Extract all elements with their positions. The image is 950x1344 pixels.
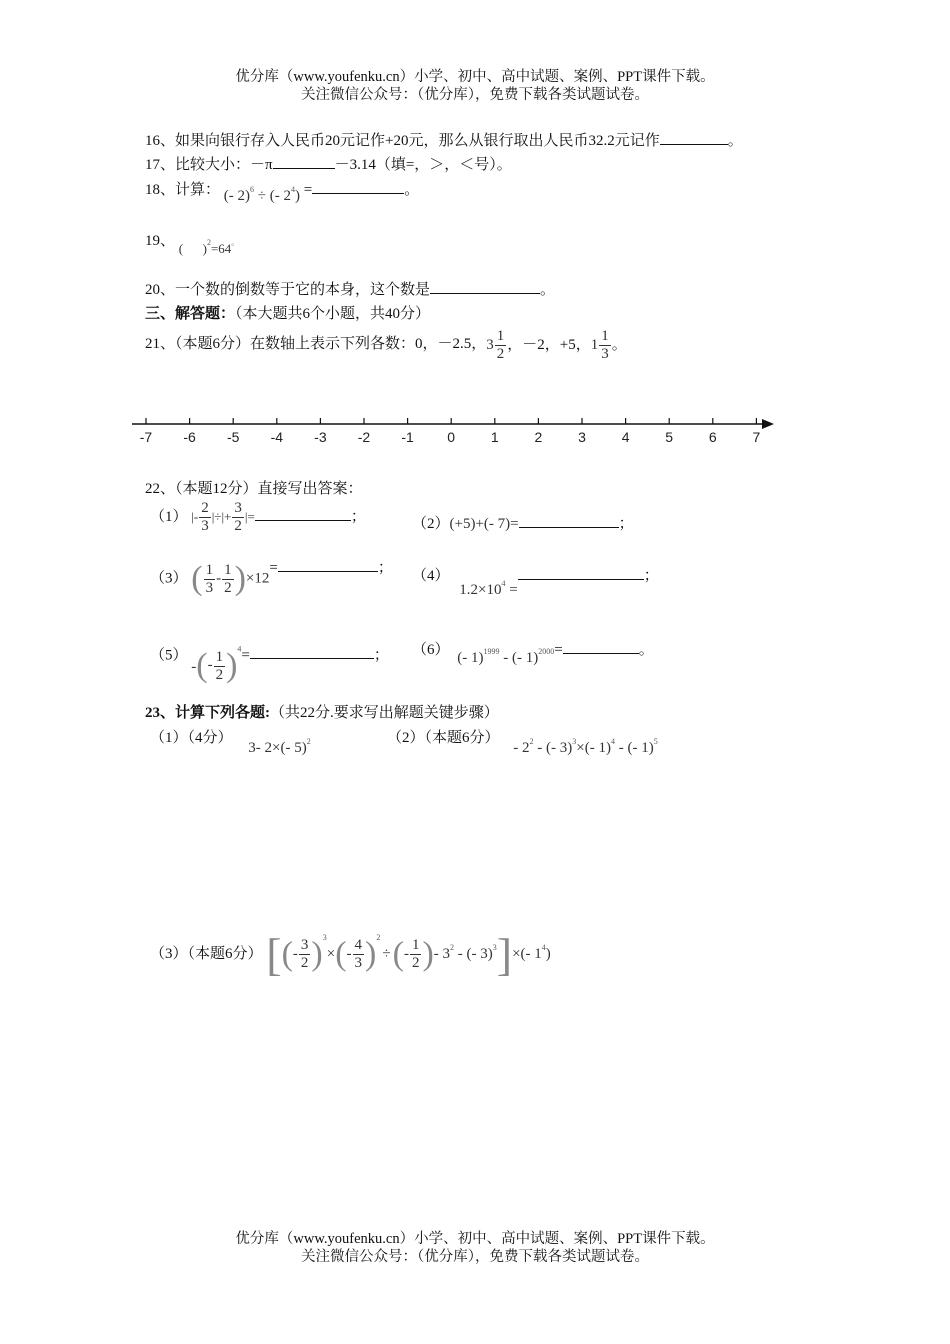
question-23-part-3: （3）（本题6分） [(- $\frac{3}{2}$ )$^3$×(- $\frac{4}{3}$ )$^2$÷(- $\frac{1}{2}$ )- $3^2$ - (- 3)$^3$]×(- $1^4$) xyxy=(150,929,551,980)
fraction xyxy=(204,562,216,597)
fraction xyxy=(495,328,507,363)
question-23-part-1-expression xyxy=(248,737,311,756)
exponent: 4 xyxy=(291,185,295,194)
number-line-tick-label: -1 xyxy=(401,429,414,445)
equals-sign: = xyxy=(269,560,278,577)
left-paren: ( xyxy=(335,935,347,973)
numerator: 1 xyxy=(411,937,420,953)
question-19-expression xyxy=(178,238,240,256)
exponent: 2 xyxy=(306,737,311,746)
question-17-prefix: 17、比较大小：－π xyxy=(145,157,273,173)
equals-sign: = xyxy=(509,582,518,598)
question-21-text: 21、（本题6分）在数轴上表示下列各数：0，－2.5， xyxy=(145,335,487,352)
part-label: （2）（本题6分） xyxy=(387,730,500,746)
right-bracket: ] xyxy=(496,929,513,980)
part-label: （4） xyxy=(412,568,450,584)
expr-part: ×(- 1) xyxy=(576,740,611,756)
fraction xyxy=(353,937,365,972)
answer-blank[interactable] xyxy=(278,556,378,572)
numerator: 1 xyxy=(224,561,232,578)
part-end: ； xyxy=(377,560,393,577)
part-end: 。 xyxy=(638,642,654,658)
expr-part: ×(- 1 xyxy=(512,945,542,962)
question-19 xyxy=(145,229,240,256)
mixed-number-whole: 3 xyxy=(486,336,494,353)
equals-sign: = xyxy=(303,182,313,198)
fraction xyxy=(232,500,244,535)
answer-blank[interactable] xyxy=(660,129,728,145)
denominator: 2 xyxy=(411,955,420,971)
expression: 3- 2×(- 5) xyxy=(248,740,307,756)
right-paren: ) xyxy=(422,935,434,973)
answer-blank[interactable] xyxy=(250,643,374,659)
exponent: 4 xyxy=(541,942,546,952)
part-end: ； xyxy=(618,516,634,532)
question-18-end: 。 xyxy=(404,182,420,198)
question-20 xyxy=(145,278,555,299)
question-21 xyxy=(145,328,627,363)
expr-part: - 3 xyxy=(433,945,451,962)
number-line[interactable] xyxy=(130,414,780,450)
denominator: 2 xyxy=(300,955,309,971)
exponent: 5 xyxy=(653,737,658,746)
number-line-tick-label: -6 xyxy=(183,429,196,445)
part-label: （1） xyxy=(150,508,188,525)
question-16-end: 。 xyxy=(727,133,743,149)
question-17-text: －3.14（填=，＞，＜号）。 xyxy=(334,157,512,173)
question-18 xyxy=(145,178,420,204)
exponent: 3 xyxy=(572,737,577,746)
question-21-end: 。 xyxy=(611,336,627,353)
exponent: 2000 xyxy=(538,647,555,656)
right-paren: ) xyxy=(311,935,323,973)
answer-blank[interactable] xyxy=(255,505,351,521)
expr-part: (- 1) xyxy=(457,650,484,666)
left-paren: ( xyxy=(392,935,404,973)
number-line-tick-label: 6 xyxy=(708,429,717,445)
expr-part: ) xyxy=(295,188,300,204)
question-19-end: 。 xyxy=(231,238,240,247)
expr-part: - 2 xyxy=(513,740,530,756)
divide-sign: ÷ xyxy=(382,945,391,962)
question-22-part-4-expression xyxy=(459,579,518,598)
expr-part: 1.2×10 xyxy=(459,582,502,598)
denominator: 3 xyxy=(201,518,209,534)
question-22-part-6-expression xyxy=(457,647,555,666)
minus-sign: - xyxy=(216,570,222,587)
exponent: 4 xyxy=(237,644,242,654)
denominator: 2 xyxy=(215,666,224,683)
minus-sign: - xyxy=(207,657,213,674)
part-label: （6） xyxy=(412,642,450,658)
number-line-tick-label: 1 xyxy=(490,429,499,445)
question-16 xyxy=(145,129,743,150)
fraction xyxy=(199,500,211,535)
exponent: 6 xyxy=(250,185,255,194)
answer-blank[interactable] xyxy=(563,638,639,654)
number-line-tick-label: 5 xyxy=(665,429,674,445)
fraction xyxy=(214,649,226,684)
question-23-part-1 xyxy=(150,726,311,756)
number-line-tick-label: 0 xyxy=(447,429,456,445)
number-line-tick-label: -4 xyxy=(270,429,284,445)
mixed-number-whole: 1 xyxy=(590,336,599,353)
denominator: 3 xyxy=(205,579,214,596)
number-line-tick-label: -2 xyxy=(357,429,371,445)
answer-blank[interactable] xyxy=(519,512,619,528)
expr-part: |= xyxy=(244,508,255,524)
question-23-heading xyxy=(145,701,499,722)
number-line-tick-label: 4 xyxy=(621,429,630,445)
question-22-part-1 xyxy=(150,500,366,535)
fraction xyxy=(410,937,422,972)
exponent: 3 xyxy=(492,942,497,952)
left-paren: ( xyxy=(196,647,208,684)
expression: (+5)+(- 7)= xyxy=(449,516,519,532)
answer-paren[interactable]: ( ) xyxy=(178,241,207,256)
number-line-tick-label: 2 xyxy=(534,429,543,445)
expr-part: ) xyxy=(545,945,551,962)
part-end: ； xyxy=(373,647,389,664)
answer-blank[interactable] xyxy=(518,564,644,580)
question-22-part-5 xyxy=(150,637,389,684)
answer-blank[interactable] xyxy=(312,178,404,194)
question-20-text: 20、一个数的倒数等于它的本身，这个数是 xyxy=(145,282,431,298)
part-label: （3）（本题6分） xyxy=(150,945,263,962)
expr-part: |- xyxy=(191,508,199,524)
header-line-2: 关注微信公众号：（优分库），免费下载各类试题试卷。 xyxy=(301,87,649,103)
section-3-note: （本大题共6个小题，共40分） xyxy=(235,306,431,322)
denominator: 2 xyxy=(234,518,242,534)
numerator: 1 xyxy=(601,328,609,344)
minus-sign: - xyxy=(503,650,509,666)
answer-blank[interactable] xyxy=(273,153,335,169)
fraction xyxy=(222,562,234,597)
exponent: 3 xyxy=(322,932,327,942)
footer-line-1: 优分库（www.youfenku.cn）小学、初中、高中试题、案例、PPT课件下载。 xyxy=(235,1231,715,1247)
question-17 xyxy=(145,153,512,174)
numerator: 1 xyxy=(496,328,505,344)
exponent: 1999 xyxy=(483,647,500,656)
numerator: 1 xyxy=(205,561,214,578)
number-line-tick-label: -7 xyxy=(139,429,153,445)
denominator: 2 xyxy=(224,579,232,596)
denominator: 2 xyxy=(496,346,505,362)
part-label: （2） xyxy=(412,516,450,532)
expr-part: (- 1) xyxy=(512,650,539,666)
expr-part: (- 2 xyxy=(269,188,291,204)
numerator: 1 xyxy=(215,648,224,665)
question-22-part-6 xyxy=(412,638,654,666)
expr-part: - (- 1) xyxy=(618,740,654,756)
part-end: ； xyxy=(643,568,659,584)
exponent: 2 xyxy=(529,737,534,746)
numerator: 4 xyxy=(354,937,363,953)
exponent: 4 xyxy=(501,579,506,588)
divide-sign: ÷ xyxy=(257,188,266,204)
expr-part: ×12 xyxy=(245,570,270,587)
question-22-part-2 xyxy=(412,512,634,533)
fraction xyxy=(599,328,611,363)
right-paren: ) xyxy=(234,560,246,597)
question-22-title: 22、（本题12分）直接写出答案： xyxy=(145,481,363,497)
part-end: ； xyxy=(350,508,366,525)
part-label: （3） xyxy=(150,570,188,587)
exponent: 2 xyxy=(450,942,455,952)
question-18-prefix: 18、计算： xyxy=(145,182,221,198)
footer-line-2: 关注微信公众号：（优分库），免费下载各类试题试卷。 xyxy=(301,1249,649,1265)
expr-part: - (- 3) xyxy=(457,945,493,962)
question-18-expression xyxy=(223,185,304,204)
question-16-text: 16、如果向银行存入人民币20元记作+20元，那么从银行取出人民币32.2元记作 xyxy=(145,133,660,149)
part-label: （1）（4分） xyxy=(150,730,233,746)
number-line-tick-label: -5 xyxy=(226,429,240,445)
equals-sign: = xyxy=(554,642,563,658)
number-line-tick-label: 3 xyxy=(578,429,586,445)
right-paren: ) xyxy=(226,647,238,684)
question-20-end: 。 xyxy=(540,282,556,298)
question-22-part-3 xyxy=(150,560,393,598)
numerator: 3 xyxy=(234,500,242,516)
number-line-tick-label: 7 xyxy=(752,429,761,445)
question-23-title: 23、计算下列各题: xyxy=(145,705,270,721)
part-label: （5） xyxy=(150,647,188,664)
numerator: 3 xyxy=(300,937,309,953)
section-3-title: 三、解答题： xyxy=(145,306,236,322)
question-21-middle: ，－2，+5， xyxy=(507,336,591,353)
equals-sign: = xyxy=(241,647,250,664)
question-19-prefix: 19、 xyxy=(145,233,176,249)
exponent: 2 xyxy=(376,932,381,942)
question-23-part-2 xyxy=(387,726,658,756)
denominator: 3 xyxy=(354,955,363,971)
exponent: 2 xyxy=(206,238,211,247)
number-line-tick-label: -3 xyxy=(314,429,327,445)
right-paren: ) xyxy=(365,935,377,973)
question-23-part-2-expression xyxy=(513,737,658,756)
left-bracket: [ xyxy=(266,929,282,980)
minus-sign: - xyxy=(191,659,197,676)
exponent: 4 xyxy=(610,737,615,746)
numerator: 2 xyxy=(201,500,209,516)
left-paren: ( xyxy=(281,935,293,973)
times-sign: × xyxy=(326,945,336,962)
expr-part: |÷|+ xyxy=(211,508,232,524)
section-3-heading xyxy=(145,302,430,323)
answer-blank[interactable] xyxy=(430,278,540,294)
expr-part: =64 xyxy=(210,241,232,256)
fraction xyxy=(299,937,311,972)
expr-part: - (- 3) xyxy=(537,740,573,756)
denominator: 3 xyxy=(601,346,609,362)
left-paren: ( xyxy=(191,560,203,597)
question-23-note: （共22分.要求写出解题关键步骤） xyxy=(270,705,499,721)
expr-part: (- 2) xyxy=(223,188,251,204)
header-line-1: 优分库（www.youfenku.cn）小学、初中、高中试题、案例、PPT课件下载。 xyxy=(235,69,715,85)
